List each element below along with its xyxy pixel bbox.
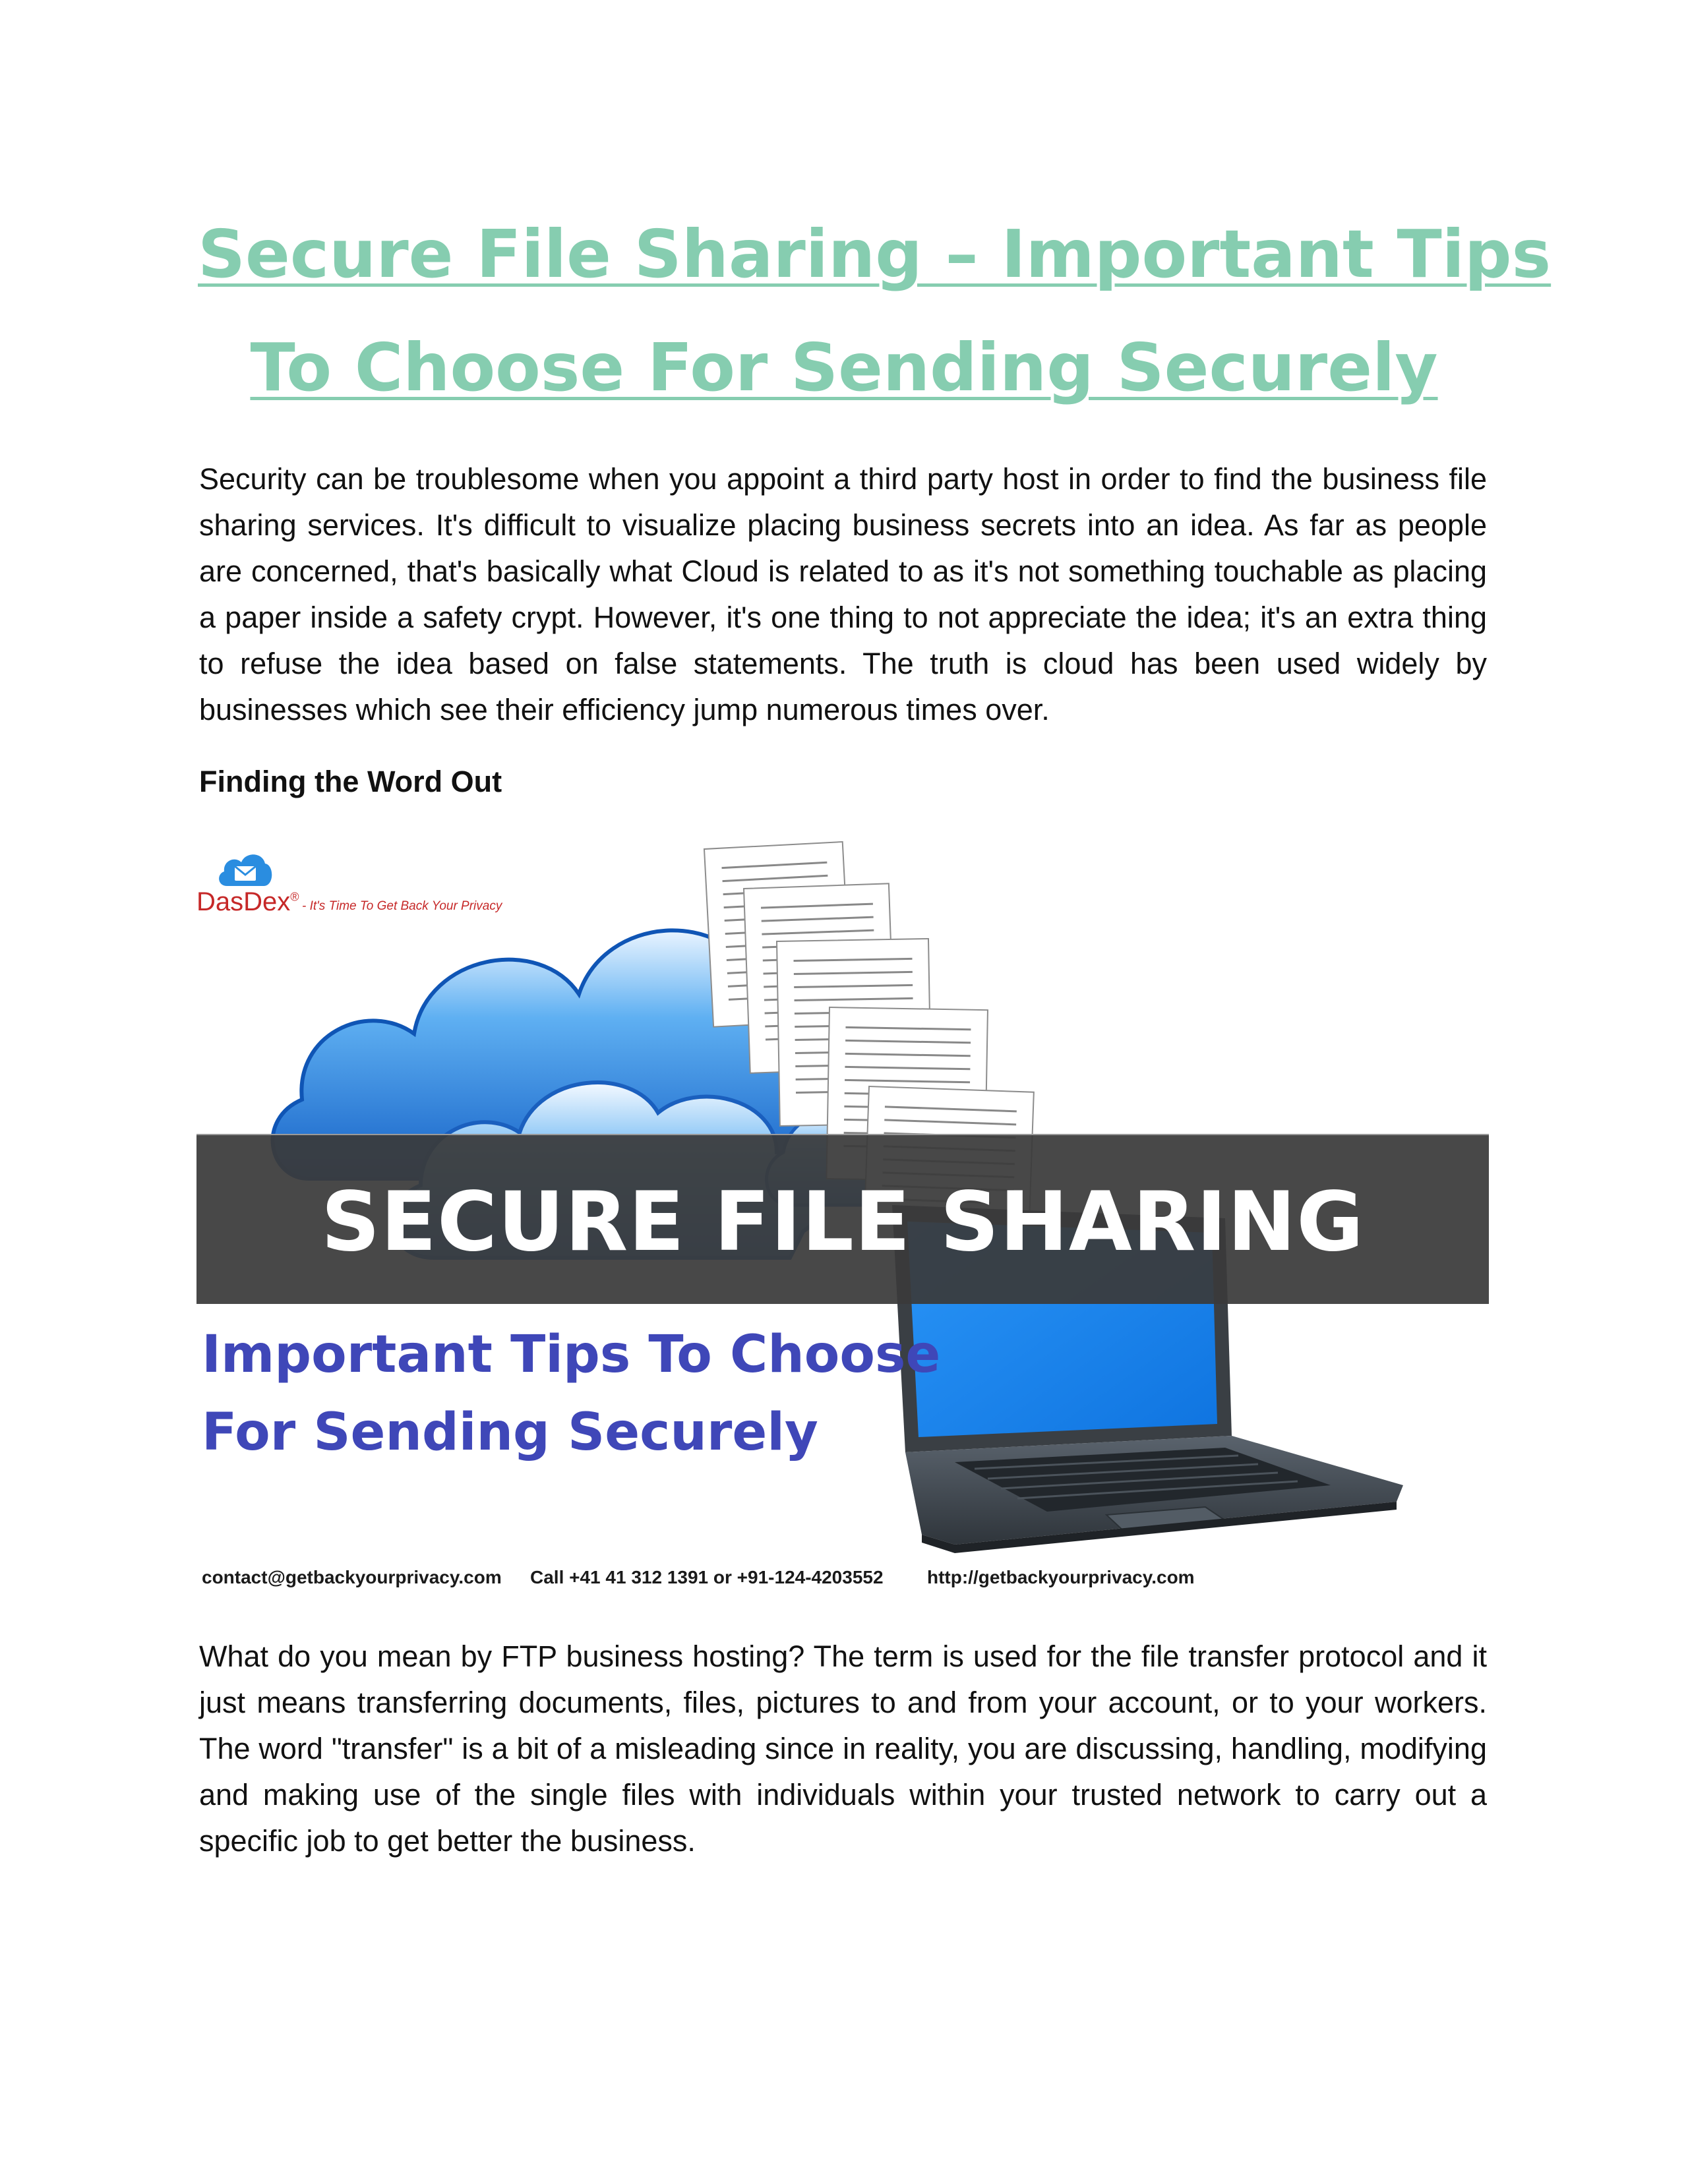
logo-registered-mark: ® (290, 890, 299, 904)
contact-email: contact@getbackyourprivacy.com (202, 1567, 502, 1587)
contact-row (202, 1561, 1481, 1594)
banner-tips-heading (202, 1316, 940, 1471)
document-title[interactable] (198, 198, 1552, 425)
dasdex-logo[interactable] (196, 848, 566, 927)
tips-line-2: For Sending Securely (202, 1403, 818, 1462)
logo-name (196, 887, 299, 917)
contact-website: http://getbackyourprivacy.com (927, 1567, 1195, 1587)
contact-phone: Call +41 41 312 1391 or +91-124-4203552 (530, 1567, 884, 1587)
headline-band (196, 1134, 1489, 1304)
title-line-1[interactable]: Secure File Sharing – Important Tips (198, 216, 1552, 293)
title-line-2[interactable]: To Choose For Sending Securely (250, 329, 1438, 406)
logo-name-text: DasDex (196, 887, 291, 916)
logo-tagline: - It's Time To Get Back Your Privacy (302, 899, 502, 913)
section-heading: Finding the Word Out (199, 765, 502, 798)
tips-line-1: Important Tips To Choose (202, 1325, 941, 1384)
secure-file-sharing-banner (196, 836, 1489, 1601)
cloud-envelope-icon (215, 848, 274, 890)
intro-paragraph: Security can be troublesome when you appoint a third party host in order to find the business file sharing services. It's difficult to visualize placing business secrets into an idea. As far as people are concerned, that's basically what Cloud is related to as it's not something touchable as placing a paper inside a safety crypt. However, it's one thing to not appreciate the idea; it's an extra thing to refuse the idea based on false statements. The truth is cloud has been used widely by businesses which see their efficiency jump numerous times over. (199, 462, 1487, 726)
banner-headline: SECURE FILE SHARING (320, 1175, 1365, 1270)
ftp-paragraph: What do you mean by FTP business hosting? The term is used for the file transfer protocol and it just means transferring documents, files, pictures to and from your account, or to your workers. The word "transfer" is a bit of a misleading since in reality, you are discussing, handling, modifying and making use of the single files with individuals within your trusted network to carry out a specific job to get better the business. (199, 1639, 1487, 1858)
